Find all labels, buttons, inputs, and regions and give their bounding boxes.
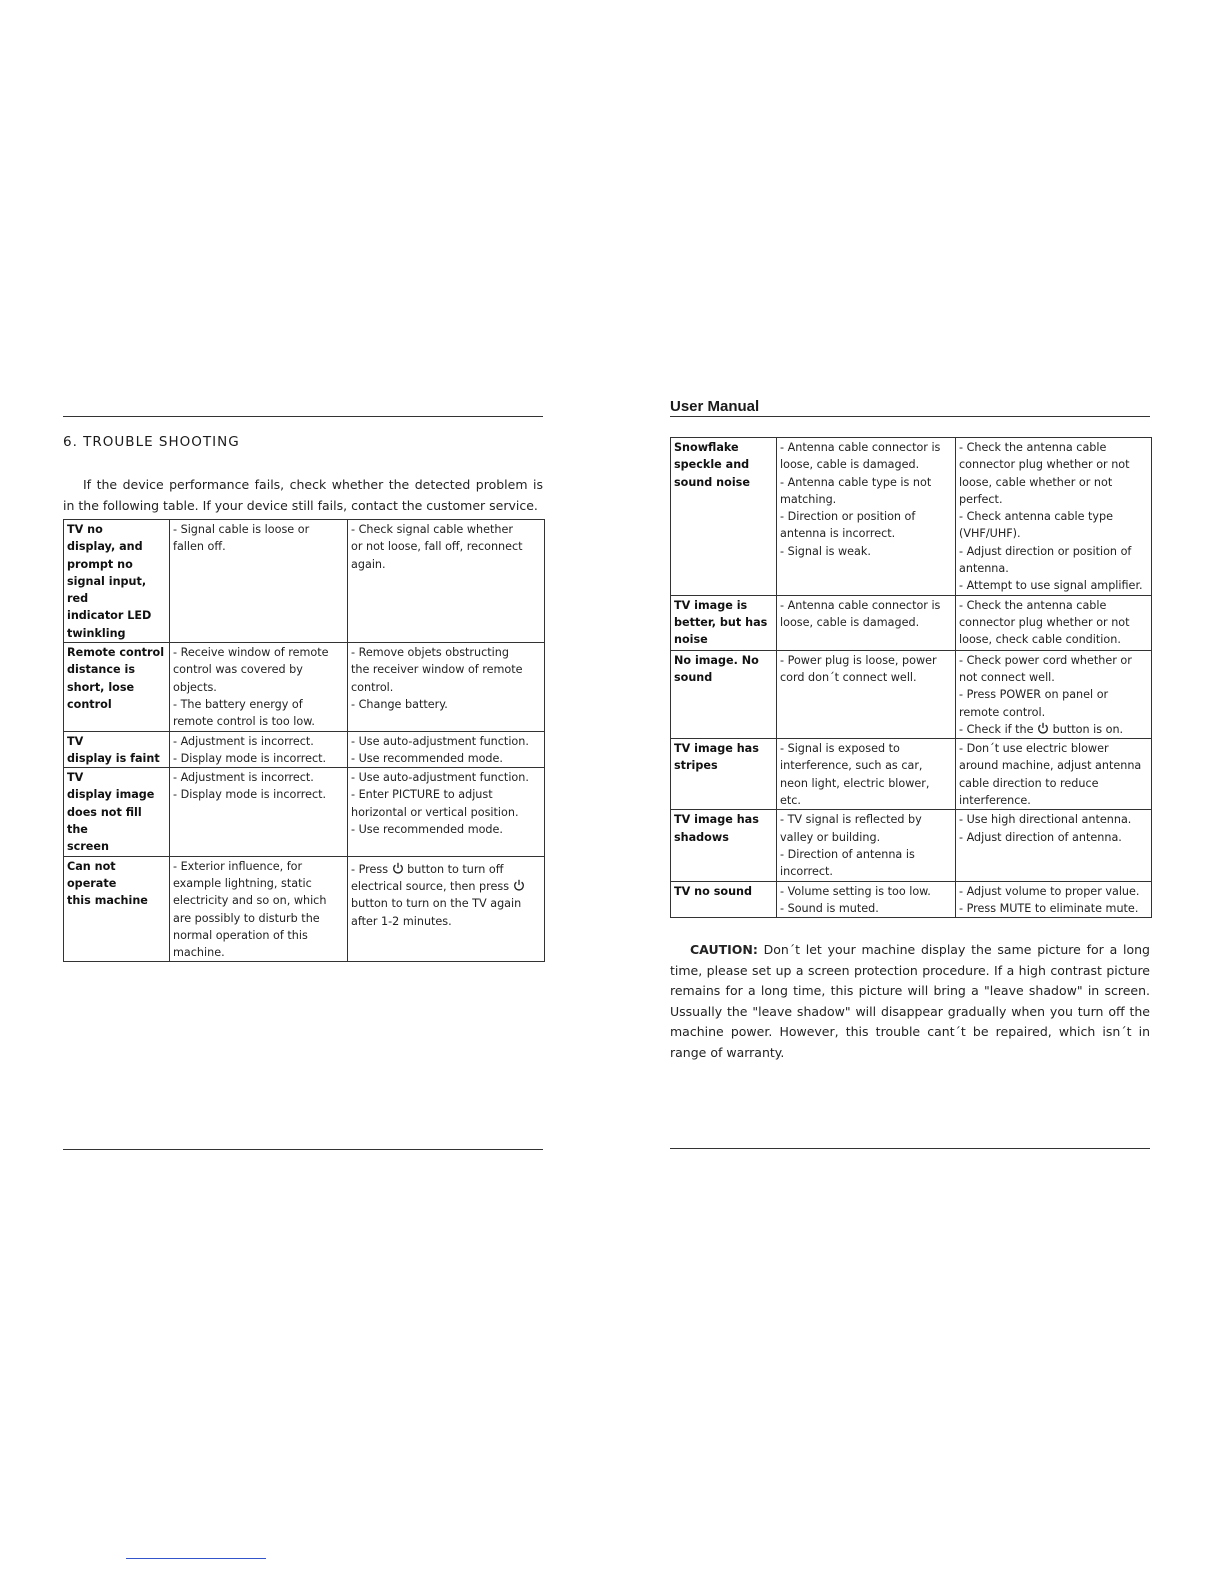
table-row — [64, 856, 545, 962]
left-bottom-rule — [63, 1149, 543, 1150]
solution-cell — [956, 595, 1152, 650]
problem-cell — [64, 856, 170, 962]
cause-line: - Power plug is loose, power — [780, 653, 937, 667]
solution-line: antenna. — [959, 562, 1009, 576]
problem-line: does not fill the — [67, 805, 146, 837]
problem-line: TV — [67, 734, 84, 748]
cause-line: - Volume setting is too low. — [780, 884, 931, 898]
cause-line: are possibly to disturb the — [173, 911, 320, 925]
solution-line: the receiver window of remote — [351, 663, 523, 677]
problem-line: stripes — [674, 759, 718, 773]
solution-line: - Don´t use electric blower — [959, 742, 1109, 756]
solution-text: - Check if the — [959, 722, 1038, 736]
problem-line: twinkling — [67, 626, 126, 640]
cause-line: fallen off. — [173, 540, 226, 554]
cause-line: - Display mode is incorrect. — [173, 751, 327, 765]
problem-line: TV — [67, 771, 84, 785]
cause-line: - The battery energy of — [173, 697, 303, 711]
solution-cell — [956, 739, 1152, 810]
cause-line: machine. — [173, 946, 225, 960]
cause-line: - Antenna cable connector is — [780, 441, 941, 454]
manual-title: User Manual — [670, 398, 760, 415]
table-row — [671, 739, 1152, 810]
solution-line: - Check the antenna cable — [959, 598, 1107, 612]
cause-line: - Direction or position of — [780, 510, 916, 524]
solution-line: - Adjust direction of antenna. — [959, 830, 1122, 844]
solution-cell — [348, 643, 545, 731]
cause-line: - Signal is exposed to — [780, 742, 900, 756]
solution-line — [351, 861, 541, 878]
cause-line: matching. — [780, 492, 837, 506]
power-icon — [1037, 722, 1049, 734]
cause-line: - Adjustment is incorrect. — [173, 771, 314, 785]
problem-line: better, but has — [674, 615, 768, 629]
section-title: 6. TROUBLE SHOOTING — [63, 434, 240, 450]
solution-text: button is on. — [1049, 722, 1124, 736]
cause-line: valley or building. — [780, 830, 881, 844]
solution-line: connector plug whether or not — [959, 458, 1130, 472]
solution-text: remote control. — [959, 705, 1046, 719]
problem-line: TV no — [67, 523, 103, 536]
table-row — [671, 650, 1152, 738]
solution-text: button to turn off — [403, 862, 504, 876]
solution-line: control. — [351, 680, 394, 694]
cause-line: cord don´t connect well. — [780, 670, 917, 684]
solution-line: - Check signal cable whether — [351, 523, 513, 536]
solution-cell — [956, 810, 1152, 881]
solution-line: - Use auto-adjustment function. — [351, 734, 529, 748]
problem-line: Snowflake — [674, 441, 739, 454]
solution-line: - Check antenna cable type — [959, 510, 1114, 524]
cause-cell — [777, 881, 956, 918]
power-icon — [513, 879, 525, 891]
solution-cell — [348, 520, 545, 643]
problem-line: this machine — [67, 894, 148, 908]
cause-line: neon light, electric blower, — [780, 776, 930, 790]
cause-cell — [777, 595, 956, 650]
footer-link-underline — [126, 1558, 266, 1559]
solution-line: perfect. — [959, 492, 1003, 506]
right-trouble-table — [670, 437, 1152, 918]
cause-cell — [777, 810, 956, 881]
cause-line: loose, cable is damaged. — [780, 458, 920, 472]
solution-cell — [348, 731, 545, 768]
solution-line: - Adjust direction or position of — [959, 544, 1132, 558]
cause-line: - Direction of antenna is — [780, 847, 915, 861]
problem-line: distance is — [67, 663, 135, 677]
cause-cell — [170, 520, 348, 643]
solution-line: - Use recommended mode. — [351, 751, 503, 765]
solution-text: after 1-2 minutes. — [351, 914, 452, 928]
solution-line: cable direction to reduce — [959, 776, 1099, 790]
table-row — [671, 810, 1152, 881]
solution-text: - Press — [351, 862, 392, 876]
problem-line: display, and — [67, 540, 143, 554]
problem-cell — [671, 881, 777, 918]
cause-cell — [170, 731, 348, 768]
problem-line: short, lose — [67, 680, 135, 694]
solution-line: interference. — [959, 794, 1031, 808]
problem-line: TV image has — [674, 813, 759, 827]
solution-cell — [956, 438, 1152, 596]
problem-cell — [64, 520, 170, 643]
cause-line: - Exterior influence, for — [173, 859, 303, 873]
cause-line: - Display mode is incorrect. — [173, 788, 327, 802]
table-row — [671, 438, 1152, 596]
section-intro: If the device performance fails, check whether the detected problem is in the following table. If your device still fails, contact the customer service. — [63, 477, 543, 513]
problem-line: TV image is — [674, 598, 748, 612]
table-row — [671, 881, 1152, 918]
table-row — [64, 731, 545, 768]
cause-line: antenna is incorrect. — [780, 527, 896, 541]
cause-line: objects. — [173, 680, 217, 694]
solution-line: again. — [351, 557, 386, 571]
cause-line: interference, such as car, — [780, 759, 923, 773]
problem-cell — [64, 768, 170, 856]
solution-line: around machine, adjust antenna — [959, 759, 1142, 773]
problem-cell — [671, 739, 777, 810]
power-icon — [392, 862, 404, 874]
cause-cell — [777, 650, 956, 738]
left-trouble-table — [63, 519, 545, 962]
cause-cell — [170, 856, 348, 962]
cause-line: incorrect. — [780, 865, 833, 879]
solution-line: (VHF/UHF). — [959, 527, 1021, 541]
table-row — [64, 643, 545, 731]
solution-line: - Adjust volume to proper value. — [959, 884, 1140, 898]
solution-line: horizontal or vertical position. — [351, 805, 519, 819]
solution-line — [351, 913, 541, 930]
solution-line: - Use auto-adjustment function. — [351, 771, 529, 785]
cause-line: example lightning, static — [173, 876, 312, 890]
cause-cell — [777, 438, 956, 596]
table-row — [64, 768, 545, 856]
cause-line: - Signal is weak. — [780, 544, 871, 558]
cause-line: - TV signal is reflected by — [780, 813, 922, 827]
problem-line: sound — [674, 670, 713, 684]
problem-line: control — [67, 697, 112, 711]
problem-cell — [671, 810, 777, 881]
problem-line: indicator LED — [67, 609, 152, 623]
cause-line: - Adjustment is incorrect. — [173, 734, 314, 748]
solution-cell — [348, 856, 545, 962]
cause-line: remote control is too low. — [173, 715, 315, 729]
right-bottom-rule — [670, 1148, 1150, 1149]
problem-cell — [671, 595, 777, 650]
problem-line: noise — [674, 633, 708, 647]
solution-line: connector plug whether or not — [959, 615, 1130, 629]
table-row — [671, 595, 1152, 650]
problem-cell — [671, 650, 777, 738]
solution-line: - Press MUTE to eliminate mute. — [959, 901, 1139, 915]
problem-cell — [64, 643, 170, 731]
problem-cell — [64, 731, 170, 768]
problem-line: TV image has — [674, 742, 759, 756]
cause-line: - Antenna cable type is not — [780, 475, 932, 489]
cause-line: - Sound is muted. — [780, 901, 879, 915]
cause-line: etc. — [780, 794, 801, 808]
cause-line: - Receive window of remote — [173, 646, 329, 660]
caution-text: Don´t let your machine display the same picture for a long time, please set up a screen protection procedure. If a high contrast picture remains for a long time, this picture will bring a "leave shadow" in screen. Ussually the "leave shadow" will disappear gradually when you turn off the machine power. However, this trouble cant´t be repaired, which isn´t in range of warranty. — [670, 942, 1150, 1060]
solution-line — [959, 721, 1148, 738]
solution-line: - Check the antenna cable — [959, 441, 1107, 454]
solution-line — [351, 895, 541, 912]
solution-text: button to turn on the TV again — [351, 897, 522, 911]
cause-cell — [170, 768, 348, 856]
solution-line — [959, 669, 1148, 686]
solution-line: - Change battery. — [351, 697, 448, 711]
problem-line: display image — [67, 788, 155, 802]
solution-line: - Enter PICTURE to adjust — [351, 788, 493, 802]
problem-line: No image. No — [674, 653, 759, 667]
cause-line: normal operation of this — [173, 928, 308, 942]
solution-cell — [956, 650, 1152, 738]
solution-text: not connect well. — [959, 670, 1055, 684]
problem-line: screen — [67, 840, 109, 854]
caution-label: CAUTION: — [690, 942, 758, 957]
solution-text: - Check power cord whether or — [959, 653, 1132, 667]
cause-cell — [170, 643, 348, 731]
right-top-rule — [670, 416, 1150, 417]
left-top-rule — [63, 416, 543, 417]
problem-cell — [671, 438, 777, 596]
solution-line: loose, check cable condition. — [959, 633, 1121, 647]
cause-cell — [777, 739, 956, 810]
problem-line: signal input, red — [67, 574, 151, 606]
cause-line: - Signal cable is loose or — [173, 523, 310, 536]
solution-text: electrical source, then press — [351, 879, 513, 893]
solution-line: - Remove objets obstructing — [351, 646, 509, 660]
solution-cell — [956, 881, 1152, 918]
problem-line: Can not operate — [67, 859, 120, 890]
cause-line: loose, cable is damaged. — [780, 615, 920, 629]
solution-line — [959, 704, 1148, 721]
cause-line: control was covered by — [173, 663, 303, 677]
table-row — [64, 520, 545, 643]
problem-line: TV no sound — [674, 884, 753, 898]
solution-line: - Use high directional antenna. — [959, 813, 1132, 827]
solution-line — [959, 686, 1148, 703]
solution-line: or not loose, fall off, reconnect — [351, 540, 523, 554]
problem-line: shadows — [674, 830, 729, 844]
problem-line: Remote control — [67, 646, 165, 660]
solution-line: loose, cable whether or not — [959, 475, 1113, 489]
cause-line: electricity and so on, which — [173, 894, 327, 908]
solution-line — [959, 652, 1148, 669]
caution-note — [670, 940, 1150, 1063]
cause-line: - Antenna cable connector is — [780, 598, 941, 612]
solution-line — [351, 878, 541, 895]
problem-line: display is faint — [67, 751, 160, 765]
problem-line: prompt no — [67, 557, 133, 571]
solution-cell — [348, 768, 545, 856]
problem-line: speckle and — [674, 458, 750, 472]
solution-text: - Press POWER on panel or — [959, 688, 1109, 702]
solution-line: - Use recommended mode. — [351, 823, 503, 837]
solution-line: - Attempt to use signal amplifier. — [959, 579, 1143, 593]
problem-line: sound noise — [674, 475, 750, 489]
